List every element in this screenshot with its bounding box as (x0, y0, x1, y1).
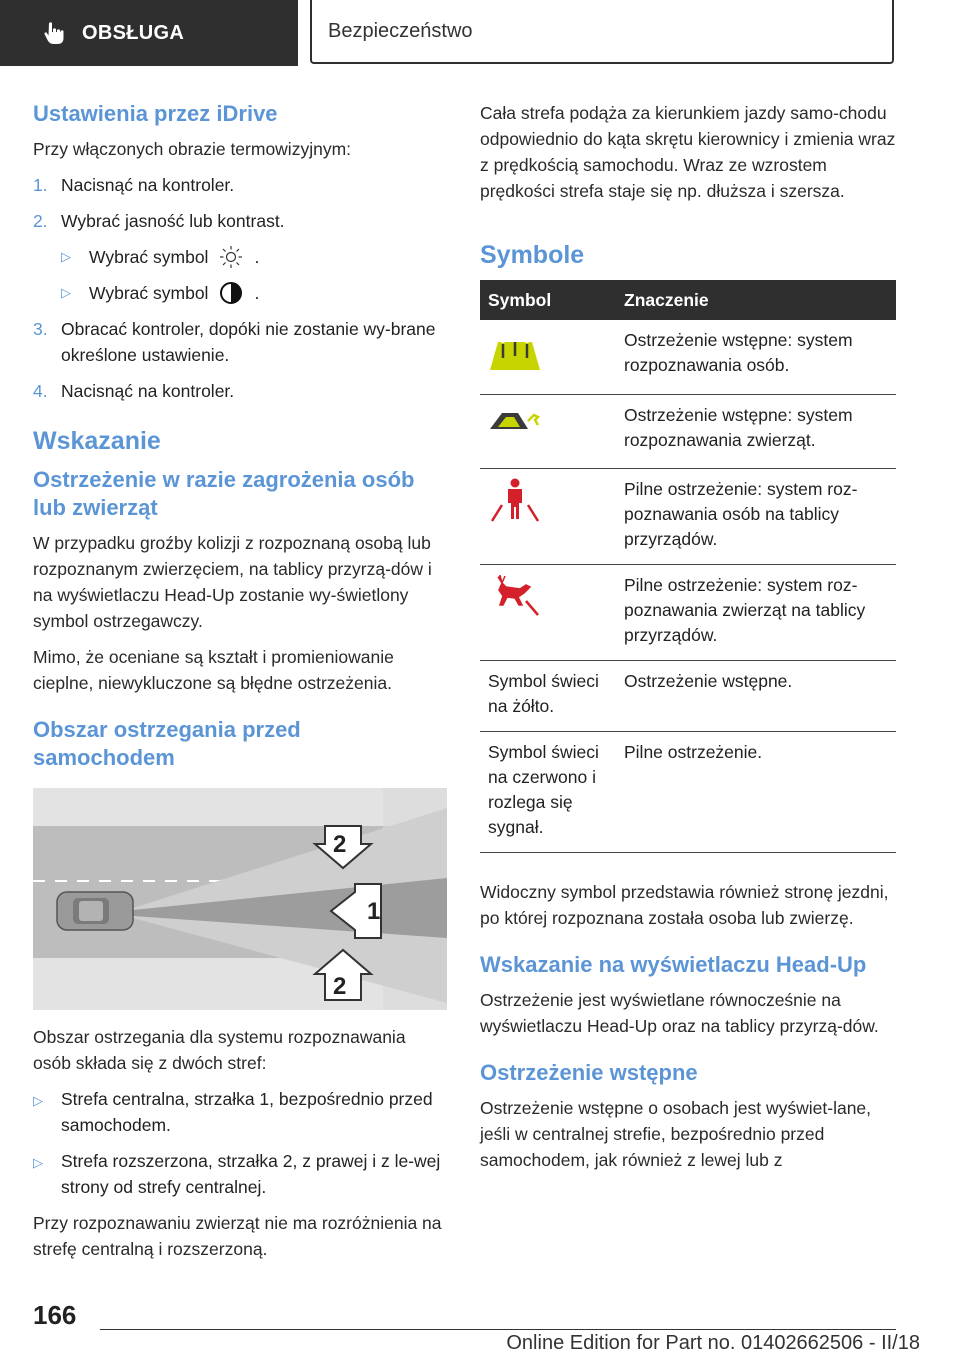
table-row (480, 660, 896, 731)
chapter-label: Bezpieczeństwo (328, 19, 473, 42)
step-item (33, 172, 447, 198)
step-number: 2. (33, 211, 48, 231)
triangle-bullet-icon: ▷ (61, 285, 71, 300)
arrow-label: 2 (333, 831, 347, 858)
brightness-sun-icon (218, 244, 244, 270)
pedestrians-yellow-icon (488, 328, 542, 372)
deer-red-icon (488, 573, 542, 617)
sub-step-text: Wybrać symbol (89, 283, 209, 303)
paragraph: Cała strefa podąża za kierunkiem jazdy samo-chodu odpowiednio do kąta skrętu kierownicy i zmienia wraz z prędkością samochodu. Wraz ze wzrostem prędkości strefa staje się np. dłuższa i szersza. (480, 103, 896, 201)
step-number: 4. (33, 381, 48, 401)
heading-hud: Wskazanie na wyświetlaczu Head-Up (480, 951, 867, 977)
step-text: Nacisnąć na kontroler. (61, 381, 235, 401)
triangle-bullet-icon: ▷ (61, 249, 71, 264)
warning-zone-diagram (33, 788, 447, 1010)
table-header (480, 280, 896, 320)
footer-divider (100, 1329, 896, 1330)
step-text: Wybrać jasność lub kontrast. (61, 211, 285, 231)
paragraph: Obszar ostrzegania dla systemu rozpoznawania osób składa się z dwóch stref: (33, 1027, 406, 1073)
table-cell: Pilne ostrzeżenie: system roz-poznawania zwierząt na tablicy przyrządów. (616, 564, 896, 660)
paragraph: Ostrzeżenie jest wyświetlane równocześnie na wyświetlaczu Head-Up oraz na tablicy przyrzą-dów. (480, 989, 879, 1036)
triangle-bullet-icon: ▷ (33, 1093, 43, 1108)
animal-yellow-icon (488, 403, 542, 433)
paragraph: Mimo, że oceniane są kształt i promieniowanie cieplne, niewykluczone są błędne ostrzeżenia. (33, 647, 394, 693)
car-icon (57, 892, 133, 930)
sub-step-punct: . (254, 247, 260, 267)
table-cell: Symbol świeci na żółto. (480, 660, 616, 731)
symbols-table (480, 280, 896, 853)
paragraph: Widoczny symbol przedstawia również stronę jezdni, po której rozpoznana została osoba lub zwierzę. (480, 881, 889, 928)
table-cell: Pilne ostrzeżenie: system roz-poznawania osób na tablicy przyrządów. (616, 468, 896, 564)
sub-step-brightness (61, 244, 447, 270)
sub-step-punct: . (254, 283, 260, 303)
hand-pointer-icon (40, 20, 66, 46)
section-label: OBSŁUGA (82, 21, 185, 44)
table-row (480, 320, 896, 394)
step-text: Obracać kontroler, dopóki nie zostanie wy-brane określone ustawienie. (61, 319, 436, 365)
step-item (33, 208, 447, 234)
step-item (33, 378, 447, 404)
step-number: 1. (33, 175, 48, 195)
heading-warning: Ostrzeżenie w razie zagrożenia osób lub zwierząt (33, 467, 415, 520)
paragraph: Ostrzeżenie wstępne o osobach jest wyświet-lane, jeśli w centralnej strefie, bezpośrednio przed samochodem, jak również z lewej lub z (480, 1097, 872, 1170)
table-cell (480, 468, 616, 564)
idrive-intro: Przy włączonych obrazie termowizyjnym: (33, 139, 352, 159)
paragraph: W przypadku groźby kolizji z rozpoznaną osobą lub rozpoznanym zwierzęciem, na tablicy przyrzą-dów i na wyświetlaczu Head-Up zostanie wy-świetlony symbol ostrzegawczy. (33, 533, 432, 631)
arrow-label: 1 (367, 898, 381, 925)
table-cell: Ostrzeżenie wstępne. (616, 660, 896, 731)
sub-step-text: Wybrać symbol (89, 247, 209, 267)
list-item-text: Strefa centralna, strzałka 1, bezpośrednio przed samochodem. (61, 1089, 433, 1135)
heading-idrive: Ustawienia przez iDrive (33, 101, 278, 126)
table-row (480, 731, 896, 852)
table-row (480, 564, 896, 660)
column-header: Znaczenie (616, 280, 896, 320)
table-cell: Pilne ostrzeżenie. (616, 731, 896, 852)
table-row (480, 394, 896, 468)
list-item (33, 1086, 447, 1138)
table-cell: Symbol świeci na czerwono i rozlega się sygnał. (480, 731, 616, 852)
step-text: Nacisnąć na kontroler. (61, 175, 235, 195)
section-tab (0, 0, 298, 66)
page-number: 166 (33, 1300, 77, 1330)
table-cell (480, 320, 616, 394)
step-item (33, 316, 447, 368)
heading-prewarning: Ostrzeżenie wstępne (480, 1059, 698, 1085)
paragraph: Przy rozpoznawaniu zwierząt nie ma rozróżnienia na strefę centralną i rozszerzoną. (33, 1213, 442, 1259)
column-header: Symbol (480, 280, 616, 320)
list-item (33, 1148, 447, 1200)
page-header (0, 0, 960, 66)
contrast-icon (218, 280, 244, 306)
pedestrian-red-icon (488, 477, 542, 523)
right-column (480, 100, 896, 1183)
list-item-text: Strefa rozszerzona, strzałka 2, z prawej i z le-wej strony od strefy centralnej. (61, 1151, 441, 1197)
heading-warning-zone: Obszar ostrzegania przed samochodem (33, 717, 301, 770)
edition-note: Online Edition for Part no. 01402662506 - II/18 (506, 1332, 920, 1354)
arrow-label: 2 (333, 973, 347, 1000)
page-footer (0, 1290, 960, 1362)
heading-wskazanie: Wskazanie (33, 427, 161, 455)
step-number: 3. (33, 319, 48, 339)
table-cell (480, 394, 616, 468)
table-cell: Ostrzeżenie wstępne: system rozpoznawania osób. (616, 320, 896, 394)
table-cell (480, 564, 616, 660)
table-row (480, 468, 896, 564)
sub-step-contrast (61, 280, 447, 306)
triangle-bullet-icon: ▷ (33, 1155, 43, 1170)
left-column (33, 100, 447, 1272)
heading-symbols: Symbole (480, 241, 585, 269)
chapter-tab (310, 0, 894, 64)
table-cell: Ostrzeżenie wstępne: system rozpoznawania zwierząt. (616, 394, 896, 468)
